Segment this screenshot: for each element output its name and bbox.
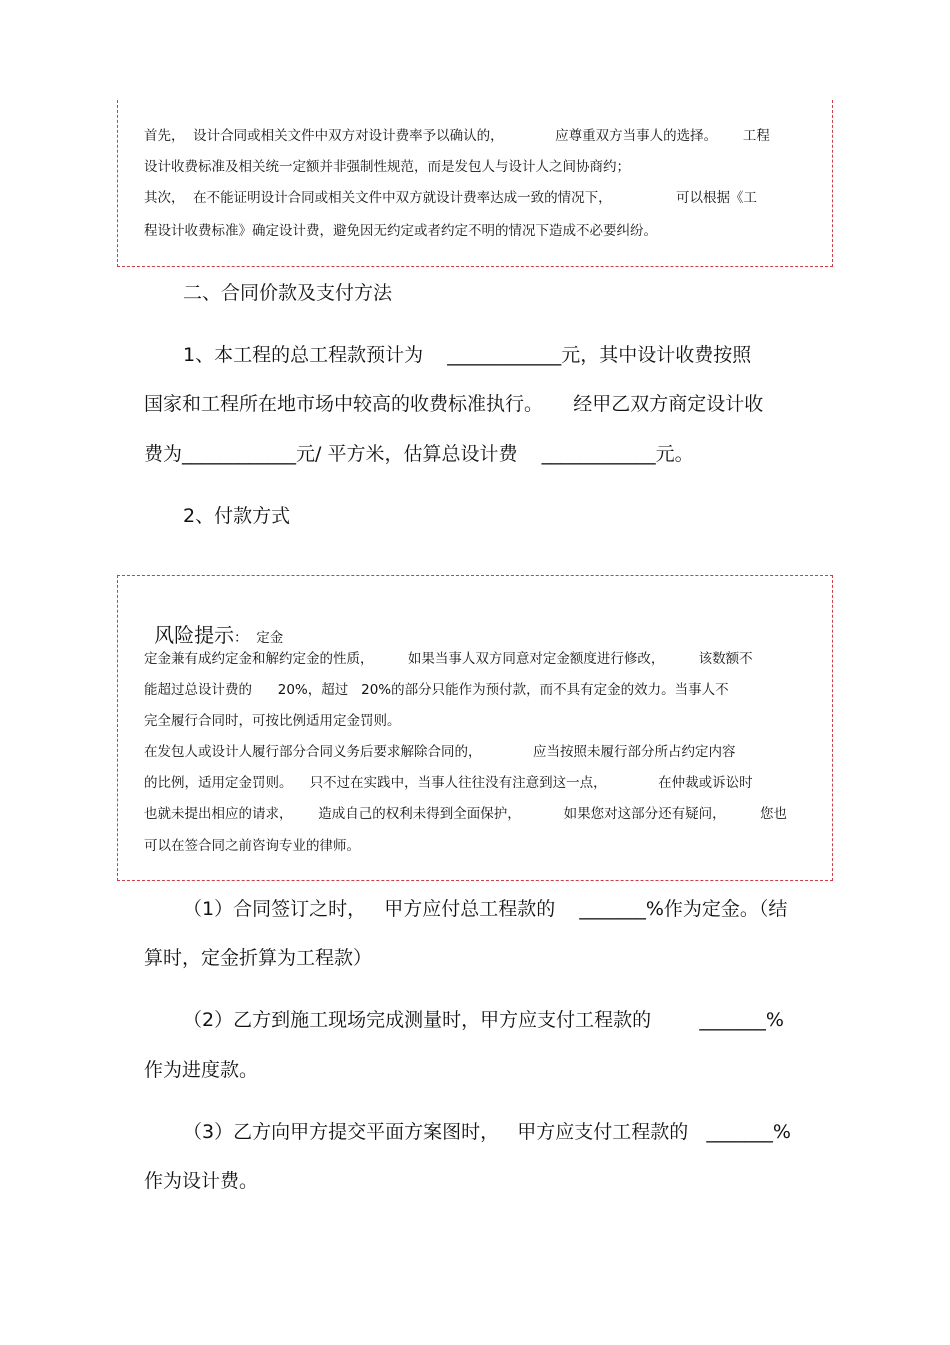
risk-line: 完全履行合同时，可按比例适用定金罚则。 [144,713,401,729]
risk-title-main: 风险提示 [154,623,235,647]
note-line: 设计收费标准及相关统一定额并非强制性规范，而是发包人与设计人之间协商约； [144,159,630,175]
risk-line: 定金兼有成约定金和解约定金的性质， 如果当事人双方同意对定金额度进行修改， 该数额不 [144,651,753,667]
payment-item-line: （1）合同签订之时， 甲方应付总工程款的 _______%作为定金。（结 [183,898,788,920]
risk-line: 可以在签合同之前咨询专业的律师。 [144,838,360,854]
risk-line: 的比例，适用定金罚则。 只不过在实践中，当事人往往没有注意到这一点， 在仲裁或诉讼时 [144,775,753,791]
risk-line: 也就未提出相应的请求， 造成自己的权利未得到全面保护， 如果您对这部分还有疑问， 您也 [144,806,787,822]
risk-line: 在发包人或设计人履行部分合同义务后要求解除合同的， 应当按照未履行部分所占约定内容 [144,744,736,760]
clause2-heading: 2、付款方式 [183,505,291,527]
payment-item-line: （3）乙方向甲方提交平面方案图时， 甲方应支付工程款的 _______% [183,1121,791,1143]
note-line: 首先， 设计合同或相关文件中双方对设计费率予以确认的， 应尊重双方当事人的选择。 工程 [144,128,770,144]
note-line: 程设计收费标准》确定设计费，避免因无约定或者约定不明的情况下造成不必要纠纷。 [144,223,657,239]
payment-item-line: （2）乙方到施工现场完成测量时，甲方应支付工程款的 _______% [183,1009,784,1031]
note-line: 其次， 在不能证明设计合同或相关文件中双方就设计费率达成一致的情况下， 可以根据《工 [144,190,757,206]
payment-item-line: 作为进度款。 [144,1059,259,1081]
risk-title [144,600,283,648]
clause1-line: 费为____________元/ 平方米，估算总设计费 ____________元。 [144,443,694,465]
risk-line: 能超过总设计费的 20%，超过 20%的部分只能作为预付款，而不具有定金的效力。当事人不 [144,682,729,698]
risk-title-sub: ： 定金 [234,630,284,646]
clause1-line: 1、本工程的总工程款预计为 ____________元，其中设计收费按照 [183,344,752,366]
section-heading: 二、合同价款及支付方法 [183,282,393,304]
payment-item-line: 算时，定金折算为工程款） [144,947,373,969]
clause1-line: 国家和工程所在地市场中较高的收费标准执行。 经甲乙双方商定设计收 [144,393,764,415]
payment-item-line: 作为设计费。 [144,1170,259,1192]
